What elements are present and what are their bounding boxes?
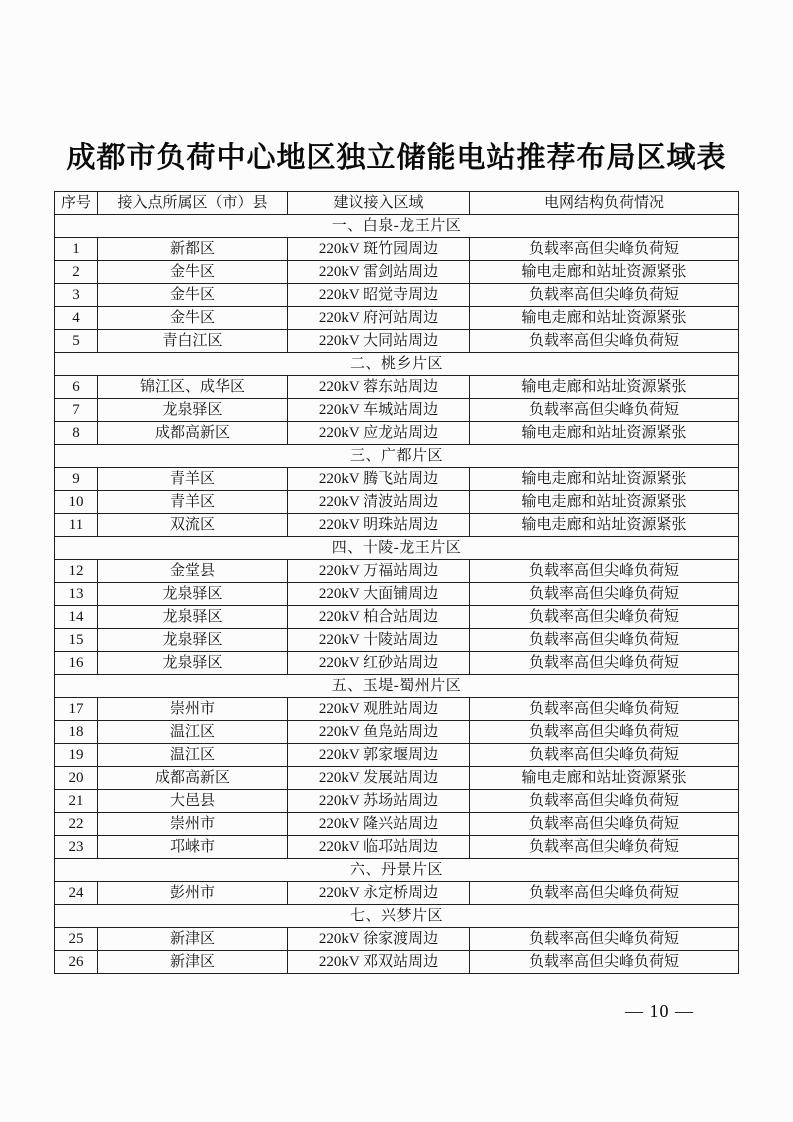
district-cell: 金牛区 [98, 307, 288, 330]
section-row [55, 905, 739, 928]
district-cell: 龙泉驿区 [98, 629, 288, 652]
area-cell: 220kV 昭觉寺周边 [288, 284, 470, 307]
load-cell: 负载率高但尖峰负荷短 [470, 652, 739, 675]
area-cell: 220kV 临邛站周边 [288, 836, 470, 859]
row-no-cell: 15 [55, 629, 98, 652]
table-row [55, 330, 739, 353]
table-row [55, 813, 739, 836]
table-row [55, 238, 739, 261]
section-row [55, 537, 739, 560]
section-row [55, 215, 739, 238]
area-cell: 220kV 发展站周边 [288, 767, 470, 790]
load-cell: 输电走廊和站址资源紧张 [470, 261, 739, 284]
load-cell: 负载率高但尖峰负荷短 [470, 721, 739, 744]
district-cell: 新都区 [98, 238, 288, 261]
row-no-cell: 20 [55, 767, 98, 790]
row-no-cell: 26 [55, 951, 98, 974]
load-cell: 负载率高但尖峰负荷短 [470, 928, 739, 951]
row-no-cell: 3 [55, 284, 98, 307]
table-row [55, 583, 739, 606]
load-cell: 负载率高但尖峰负荷短 [470, 813, 739, 836]
area-cell: 220kV 蓉东站周边 [288, 376, 470, 399]
row-no-cell: 13 [55, 583, 98, 606]
row-no-cell: 12 [55, 560, 98, 583]
area-cell: 220kV 府河站周边 [288, 307, 470, 330]
row-no-cell: 5 [55, 330, 98, 353]
row-no-cell: 8 [55, 422, 98, 445]
row-no-cell: 25 [55, 928, 98, 951]
district-cell: 龙泉驿区 [98, 652, 288, 675]
load-cell: 负载率高但尖峰负荷短 [470, 330, 739, 353]
table-row [55, 721, 739, 744]
area-cell: 220kV 腾飞站周边 [288, 468, 470, 491]
area-cell: 220kV 万福站周边 [288, 560, 470, 583]
section-row [55, 859, 739, 882]
section-title: 七、兴梦片区 [55, 905, 739, 928]
section-title: 六、丹景片区 [55, 859, 739, 882]
district-cell: 青羊区 [98, 468, 288, 491]
row-no-cell: 2 [55, 261, 98, 284]
load-cell: 负载率高但尖峰负荷短 [470, 629, 739, 652]
table-header-row [55, 192, 739, 215]
area-cell: 220kV 柏合站周边 [288, 606, 470, 629]
section-title: 三、广都片区 [55, 445, 739, 468]
table-body [55, 215, 739, 974]
area-cell: 220kV 隆兴站周边 [288, 813, 470, 836]
table-row [55, 629, 739, 652]
district-cell: 龙泉驿区 [98, 606, 288, 629]
section-row [55, 353, 739, 376]
table-row [55, 422, 739, 445]
row-no-cell: 10 [55, 491, 98, 514]
load-cell: 负载率高但尖峰负荷短 [470, 583, 739, 606]
table-row [55, 468, 739, 491]
section-row [55, 445, 739, 468]
district-cell: 成都高新区 [98, 767, 288, 790]
area-cell: 220kV 斑竹园周边 [288, 238, 470, 261]
district-cell: 邛崃市 [98, 836, 288, 859]
table-row [55, 928, 739, 951]
area-cell: 220kV 车城站周边 [288, 399, 470, 422]
table-row [55, 767, 739, 790]
table-row [55, 399, 739, 422]
area-cell: 220kV 永定桥周边 [288, 882, 470, 905]
load-cell: 负载率高但尖峰负荷短 [470, 399, 739, 422]
district-cell: 青羊区 [98, 491, 288, 514]
load-cell: 输电走廊和站址资源紧张 [470, 514, 739, 537]
area-cell: 220kV 清波站周边 [288, 491, 470, 514]
row-no-cell: 14 [55, 606, 98, 629]
load-cell: 输电走廊和站址资源紧张 [470, 468, 739, 491]
table-row [55, 261, 739, 284]
district-cell: 新津区 [98, 951, 288, 974]
row-no-cell: 18 [55, 721, 98, 744]
row-no-cell: 24 [55, 882, 98, 905]
row-no-cell: 22 [55, 813, 98, 836]
load-cell: 负载率高但尖峰负荷短 [470, 238, 739, 261]
row-no-cell: 17 [55, 698, 98, 721]
table-row [55, 652, 739, 675]
district-cell: 锦江区、成华区 [98, 376, 288, 399]
row-no-cell: 1 [55, 238, 98, 261]
table-row [55, 376, 739, 399]
area-cell: 220kV 大同站周边 [288, 330, 470, 353]
load-cell: 负载率高但尖峰负荷短 [470, 698, 739, 721]
district-cell: 龙泉驿区 [98, 583, 288, 606]
section-title: 四、十陵-龙王片区 [55, 537, 739, 560]
load-cell: 输电走廊和站址资源紧张 [470, 376, 739, 399]
table-row [55, 491, 739, 514]
area-cell: 220kV 郭家堰周边 [288, 744, 470, 767]
load-cell: 输电走廊和站址资源紧张 [470, 491, 739, 514]
load-cell: 输电走廊和站址资源紧张 [470, 767, 739, 790]
row-no-cell: 7 [55, 399, 98, 422]
load-cell: 负载率高但尖峰负荷短 [470, 606, 739, 629]
district-cell: 崇州市 [98, 813, 288, 836]
district-cell: 金堂县 [98, 560, 288, 583]
section-title: 二、桃乡片区 [55, 353, 739, 376]
table-row [55, 951, 739, 974]
load-cell: 负载率高但尖峰负荷短 [470, 284, 739, 307]
district-cell: 金牛区 [98, 261, 288, 284]
area-cell: 220kV 苏场站周边 [288, 790, 470, 813]
area-cell: 220kV 雷剑站周边 [288, 261, 470, 284]
table-row [55, 882, 739, 905]
load-cell: 负载率高但尖峰负荷短 [470, 836, 739, 859]
column-header-area: 建议接入区域 [288, 192, 470, 215]
recommended-layout-table [54, 191, 739, 974]
area-cell: 220kV 徐家渡周边 [288, 928, 470, 951]
row-no-cell: 4 [55, 307, 98, 330]
area-cell: 220kV 应龙站周边 [288, 422, 470, 445]
area-cell: 220kV 红砂站周边 [288, 652, 470, 675]
load-cell: 负载率高但尖峰负荷短 [470, 882, 739, 905]
district-cell: 彭州市 [98, 882, 288, 905]
district-cell: 龙泉驿区 [98, 399, 288, 422]
district-cell: 崇州市 [98, 698, 288, 721]
row-no-cell: 23 [55, 836, 98, 859]
page-number: — 10 — [625, 1001, 694, 1021]
table-row [55, 284, 739, 307]
load-cell: 输电走廊和站址资源紧张 [470, 307, 739, 330]
row-no-cell: 9 [55, 468, 98, 491]
table-row [55, 307, 739, 330]
table-row [55, 744, 739, 767]
load-cell: 负载率高但尖峰负荷短 [470, 790, 739, 813]
row-no-cell: 19 [55, 744, 98, 767]
district-cell: 温江区 [98, 744, 288, 767]
area-cell: 220kV 十陵站周边 [288, 629, 470, 652]
section-title: 五、玉堤-蜀州片区 [55, 675, 739, 698]
load-cell: 负载率高但尖峰负荷短 [470, 560, 739, 583]
column-header-district: 接入点所属区（市）县 [98, 192, 288, 215]
page-title: 成都市负荷中心地区独立储能电站推荐布局区域表 [66, 142, 727, 174]
area-cell: 220kV 鱼凫站周边 [288, 721, 470, 744]
load-cell: 输电走廊和站址资源紧张 [470, 422, 739, 445]
district-cell: 新津区 [98, 928, 288, 951]
table-row [55, 836, 739, 859]
table-row [55, 790, 739, 813]
section-row [55, 675, 739, 698]
row-no-cell: 6 [55, 376, 98, 399]
area-cell: 220kV 明珠站周边 [288, 514, 470, 537]
row-no-cell: 21 [55, 790, 98, 813]
area-cell: 220kV 邓双站周边 [288, 951, 470, 974]
district-cell: 温江区 [98, 721, 288, 744]
district-cell: 大邑县 [98, 790, 288, 813]
area-cell: 220kV 大面铺周边 [288, 583, 470, 606]
table-row [55, 606, 739, 629]
district-cell: 青白江区 [98, 330, 288, 353]
district-cell: 金牛区 [98, 284, 288, 307]
row-no-cell: 16 [55, 652, 98, 675]
row-no-cell: 11 [55, 514, 98, 537]
load-cell: 负载率高但尖峰负荷短 [470, 744, 739, 767]
district-cell: 成都高新区 [98, 422, 288, 445]
column-header-load: 电网结构负荷情况 [470, 192, 739, 215]
column-header-no: 序号 [55, 192, 98, 215]
area-cell: 220kV 观胜站周边 [288, 698, 470, 721]
district-cell: 双流区 [98, 514, 288, 537]
table-row [55, 560, 739, 583]
section-title: 一、白泉-龙王片区 [55, 215, 739, 238]
table-row [55, 698, 739, 721]
table-row [55, 514, 739, 537]
load-cell: 负载率高但尖峰负荷短 [470, 951, 739, 974]
